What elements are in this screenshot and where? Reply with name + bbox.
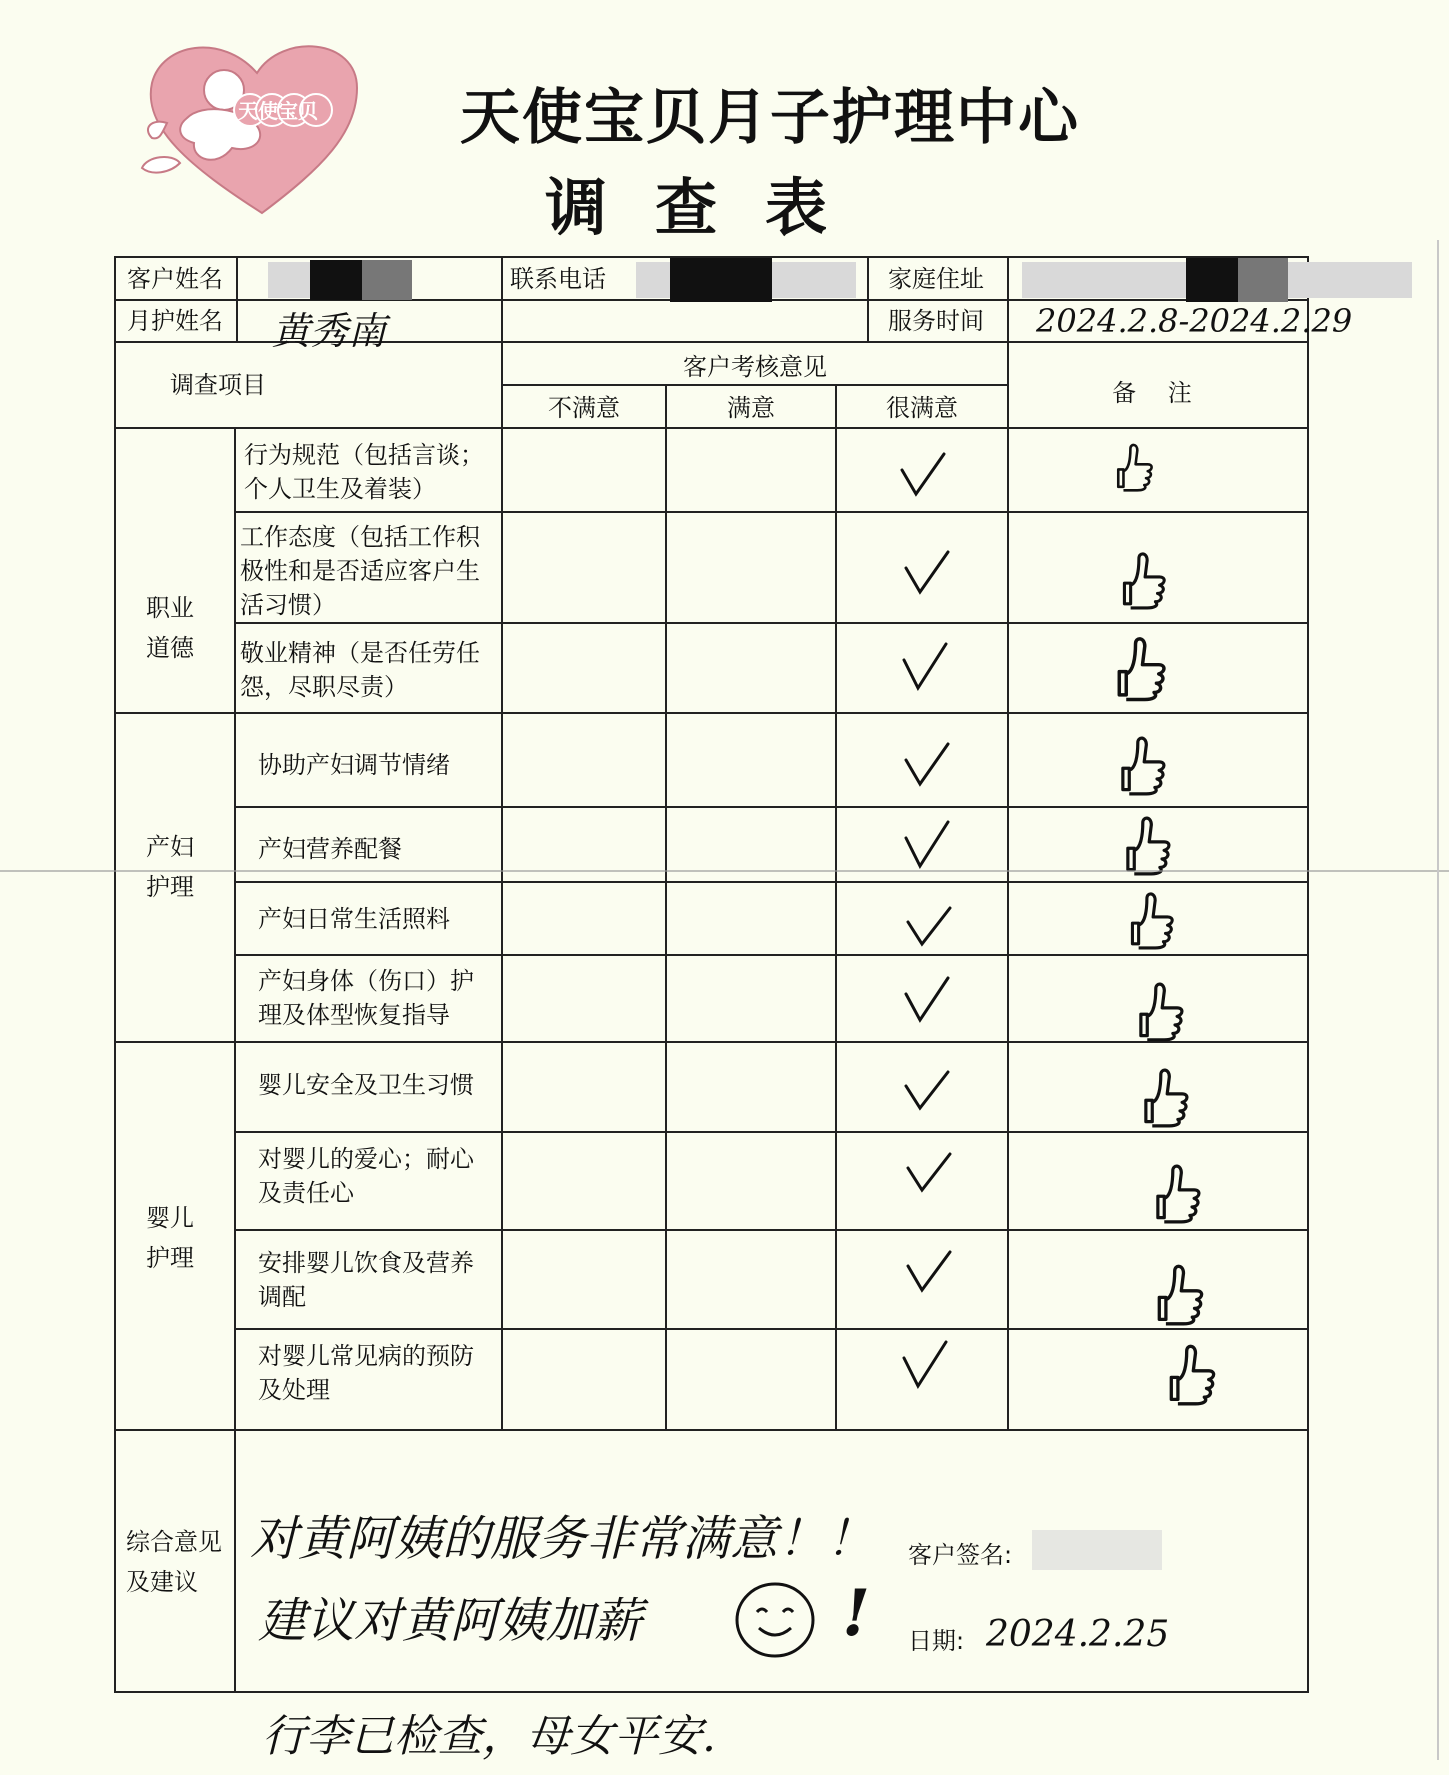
paper-fold-line [0, 870, 1449, 872]
form-subtitle: 调查表 [544, 171, 875, 244]
nurse-name-value: 黄秀南 [272, 309, 387, 353]
redacted-address [1186, 258, 1238, 302]
thumbs-up-icon [1108, 440, 1158, 492]
check-icon [902, 1068, 952, 1112]
remark-header: 备 注 [1112, 379, 1204, 407]
thumbs-up-icon [1160, 1340, 1220, 1406]
thumbs-up-icon [1112, 732, 1170, 796]
redacted-customer-name [310, 260, 362, 300]
thumbs-up-icon [1122, 888, 1178, 950]
nurse-name-label: 月护姓名 [127, 307, 223, 335]
item-emotion: 协助产妇调节情绪 [258, 751, 450, 779]
date-value: 2024.2.25 [986, 1614, 1170, 1655]
check-icon [900, 1338, 950, 1390]
smiley-face-icon [732, 1580, 818, 1660]
item-header: 调查项目 [170, 371, 266, 399]
item-work-attitude: 工作态度（包括工作积极性和是否适应客户生活习惯） [240, 523, 480, 619]
category-maternal-care: 产妇护理 [146, 833, 194, 901]
item-daily-care: 产妇日常生活照料 [258, 905, 450, 933]
opinion-header: 客户考核意见 [683, 353, 827, 381]
signature-label: 客户签名: [908, 1541, 1013, 1569]
check-icon [904, 1150, 954, 1194]
category-professional-ethics: 职业道德 [146, 594, 194, 662]
summary-line-2: 建议对黄阿姨加薪 [258, 1593, 643, 1649]
check-icon [902, 548, 952, 596]
redacted-phone [670, 258, 772, 302]
item-infant-safety: 婴儿安全及卫生习惯 [258, 1071, 474, 1099]
form-title: 天使宝贝月子护理中心 [460, 83, 1080, 153]
item-nutrition: 产妇营养配餐 [258, 835, 402, 863]
redacted-signature [1032, 1530, 1162, 1570]
item-behavior: 行为规范（包括言谈；个人卫生及着装） [244, 441, 484, 503]
check-icon [902, 818, 952, 870]
phone-label: 联系电话 [510, 265, 606, 293]
item-infant-diet: 安排婴儿饮食及营养调配 [258, 1249, 474, 1311]
redacted-customer-name-mid [362, 260, 412, 300]
thumbs-up-icon [1148, 1260, 1208, 1326]
paper-edge [1437, 240, 1439, 1760]
thumbs-up-icon [1130, 978, 1188, 1042]
logo-text: 天使宝贝 [238, 99, 318, 123]
redacted-address-mid [1238, 258, 1288, 302]
check-icon [902, 974, 952, 1024]
item-body-recovery: 产妇身体（伤口）护理及体型恢复指导 [258, 967, 474, 1029]
thumbs-up-icon [1114, 548, 1170, 610]
customer-name-label: 客户姓名 [127, 265, 223, 293]
check-icon [902, 740, 952, 788]
level-unsatisfied: 不满意 [548, 394, 620, 422]
footnote: 行李已检查，母女平安. [262, 1711, 716, 1762]
check-icon [904, 1248, 954, 1294]
thumbs-up-icon [1118, 812, 1174, 876]
category-infant-care: 婴儿护理 [146, 1204, 194, 1272]
item-infant-love: 对婴儿的爱心；耐心及责任心 [258, 1145, 474, 1207]
level-very-satisfied: 很满意 [886, 394, 958, 422]
check-icon [900, 640, 950, 692]
thumbs-up-icon [1110, 632, 1168, 702]
thumbs-up-icon [1146, 1160, 1206, 1224]
item-dedication: 敬业精神（是否任劳任怨，尽职尽责） [240, 639, 480, 701]
date-label: 日期: [908, 1627, 965, 1655]
summary-line-1: 对黄阿姨的服务非常满意！！ [250, 1511, 875, 1567]
summary-line-2-exclamation: ! [842, 1576, 871, 1651]
summary-label: 综合意见及建议 [126, 1528, 222, 1596]
address-label: 家庭住址 [888, 265, 984, 293]
item-infant-disease: 对婴儿常见病的预防及处理 [258, 1342, 474, 1404]
service-time-label: 服务时间 [888, 307, 984, 335]
check-icon [904, 904, 954, 948]
level-satisfied: 满意 [727, 394, 775, 422]
service-time-value: 2024.2.8-2024.2.29 [1036, 302, 1353, 340]
check-icon [898, 450, 948, 498]
thumbs-up-icon [1134, 1064, 1194, 1128]
